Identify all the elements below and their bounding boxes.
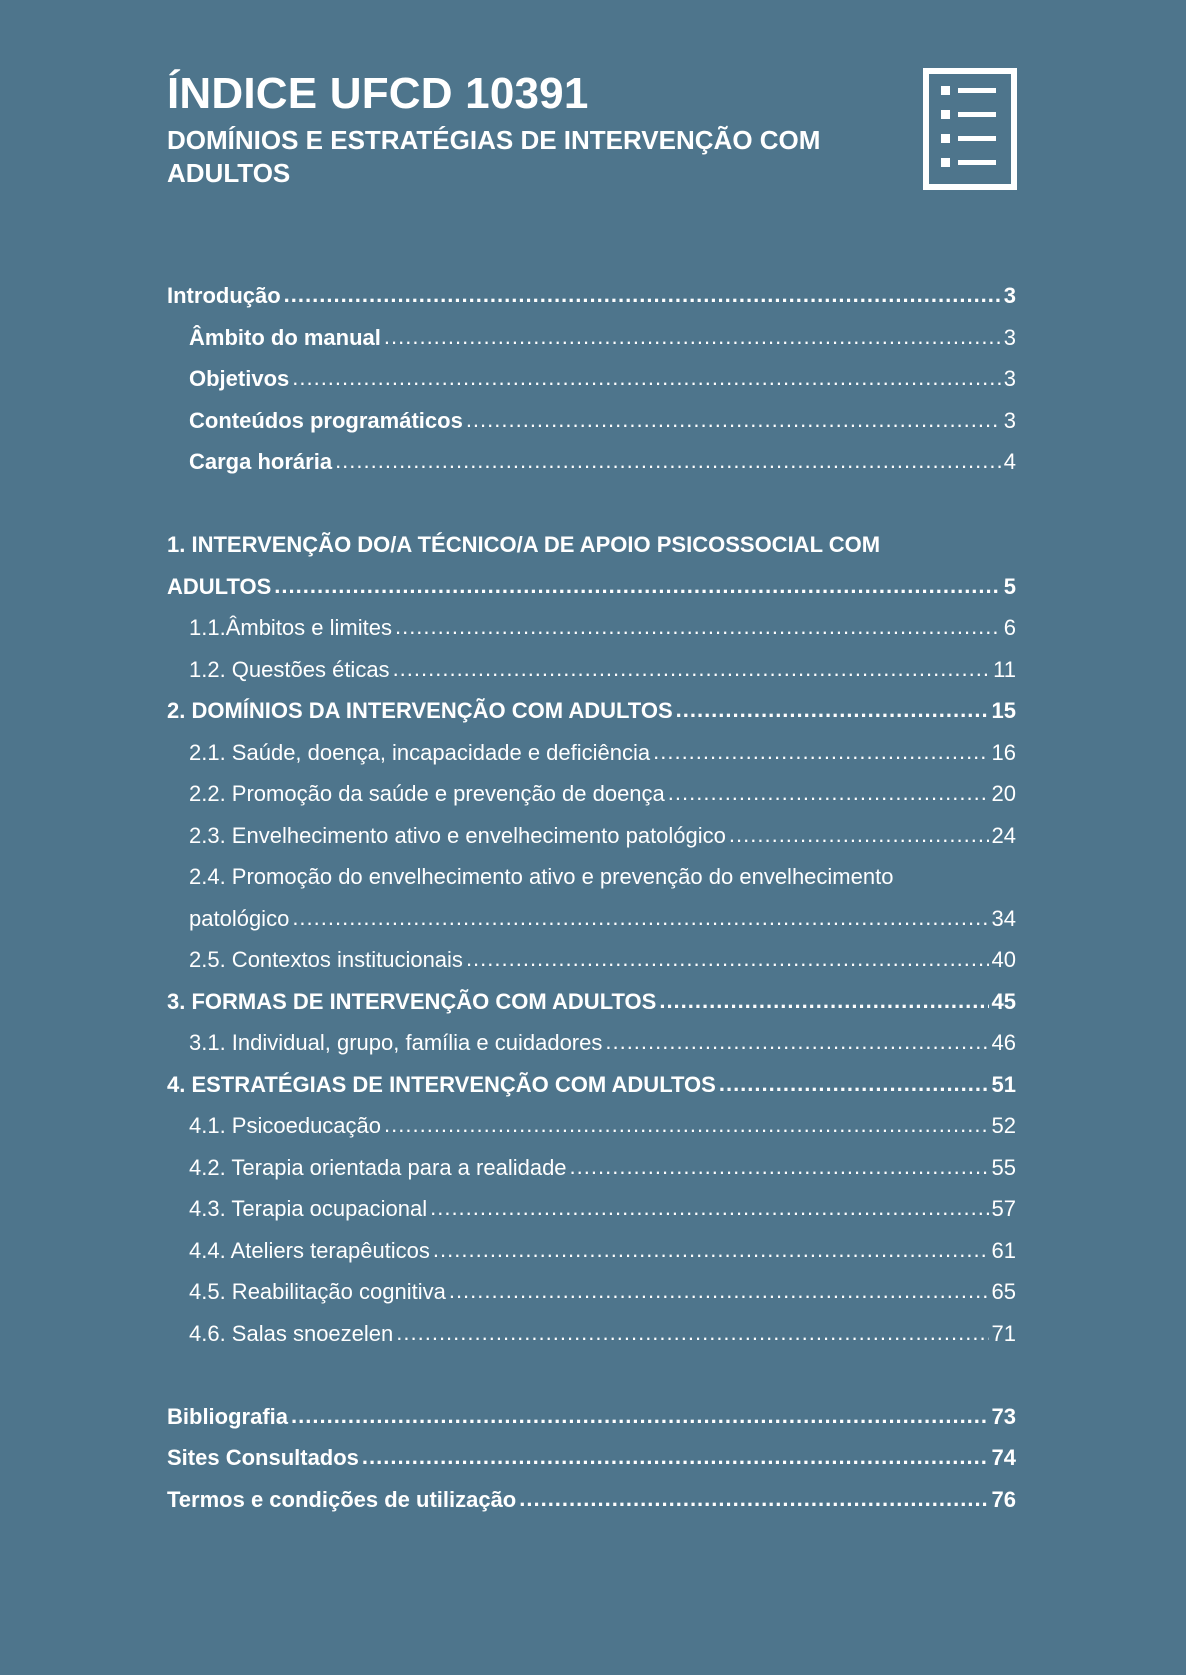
- toc-entry-label: 2.2. Promoção da saúde e prevenção de doença: [189, 781, 665, 806]
- toc-entry-label: 2. DOMÍNIOS DA INTERVENÇÃO COM ADULTOS: [167, 698, 673, 723]
- toc-entry-section3[interactable]: [167, 981, 1016, 1023]
- dot-leader: [449, 1270, 989, 1312]
- dot-leader: [395, 606, 1001, 648]
- toc-entry-page: 40: [991, 947, 1016, 972]
- toc-entry-2-4-line1[interactable]: 2.4. Promoção do envelhecimento ativo e prevenção do envelhecimento: [189, 864, 894, 889]
- toc-entry-page: 16: [991, 739, 1016, 765]
- dot-leader: [292, 897, 988, 939]
- dot-leader: [519, 1478, 988, 1520]
- dot-leader: [433, 1229, 989, 1271]
- toc-entry-section1-line1[interactable]: 1. INTERVENÇÃO DO/A TÉCNICO/A DE APOIO PSICOSSOCIAL COM: [167, 532, 881, 557]
- spacer: [167, 1354, 1016, 1396]
- dot-leader: [466, 399, 1001, 441]
- toc-entry-2-3[interactable]: [167, 815, 1016, 857]
- dot-leader: [676, 689, 989, 731]
- toc-entry-3-1[interactable]: [167, 1022, 1016, 1064]
- toc-entry-page: 3: [1003, 366, 1016, 391]
- page-title: ÍNDICE UFCD 10391: [167, 69, 589, 118]
- list-document-icon: [923, 68, 1017, 190]
- toc-entry-page: 5: [1003, 573, 1016, 599]
- toc-entry-label: Objetivos: [189, 366, 290, 391]
- toc-entry-page: 74: [991, 1445, 1016, 1470]
- toc-entry-page: 73: [991, 1403, 1016, 1429]
- toc-entry-label: Carga horária: [189, 449, 333, 474]
- dot-leader: [393, 648, 991, 690]
- dot-leader: [466, 938, 989, 980]
- page-subtitle: DOMÍNIOS E ESTRATÉGIAS DE INTERVENÇÃO COM ADULTOS: [167, 125, 821, 188]
- toc-entry-label: Âmbito do manual: [189, 324, 381, 350]
- toc-entry-page: 34: [991, 905, 1016, 931]
- toc-entry-page: 65: [991, 1279, 1016, 1304]
- toc-entry-4-1[interactable]: [167, 1105, 1016, 1147]
- toc-entry-page: 76: [991, 1486, 1016, 1512]
- toc-entry-page: 4: [1003, 449, 1016, 474]
- toc-entry-section4[interactable]: [167, 1064, 1016, 1106]
- toc-entry-sites[interactable]: [167, 1437, 1016, 1479]
- toc-entry-4-2[interactable]: [167, 1147, 1016, 1189]
- dot-leader: [284, 274, 1001, 316]
- dot-leader: [274, 565, 1000, 607]
- toc-entry-page: 71: [991, 1320, 1016, 1346]
- dot-leader: [653, 731, 988, 773]
- toc-entry-4-6[interactable]: [167, 1313, 1016, 1355]
- dot-leader: [605, 1021, 988, 1063]
- toc-entry-termos[interactable]: [167, 1479, 1016, 1521]
- toc-entry-label: Bibliografia: [167, 1403, 289, 1429]
- toc-entry-4-4[interactable]: [167, 1230, 1016, 1272]
- toc-entry-label: 4.5. Reabilitação cognitiva: [189, 1279, 446, 1304]
- toc-entry-label: ADULTOS: [167, 573, 272, 599]
- toc-entry-2-5[interactable]: [167, 939, 1016, 981]
- toc-entry-label: 4.4. Ateliers terapêuticos: [189, 1237, 430, 1263]
- toc-entry-label: 2.1. Saúde, doença, incapacidade e deficiência: [189, 739, 651, 765]
- dot-leader: [668, 772, 989, 814]
- toc-entry-label: patológico: [189, 905, 290, 931]
- toc-entry-label: 4.2. Terapia orientada para a realidade: [189, 1154, 567, 1180]
- toc-entry-ambito[interactable]: [167, 317, 1016, 359]
- toc-entry-2-1[interactable]: [167, 732, 1016, 774]
- toc-entry-label: 3. FORMAS DE INTERVENÇÃO COM ADULTOS: [167, 988, 657, 1014]
- toc-entry-page: 24: [991, 822, 1016, 848]
- toc-entry-label: 2.3. Envelhecimento ativo e envelhecimento patológico: [189, 822, 726, 848]
- toc-entry-section1[interactable]: [167, 566, 1016, 608]
- toc-entry-label: Termos e condições de utilização: [167, 1486, 517, 1512]
- toc-entry-label: 1.2. Questões éticas: [189, 656, 390, 682]
- toc-entry-carga-horaria[interactable]: [167, 441, 1016, 483]
- toc-entry-label: 4. ESTRATÉGIAS DE INTERVENÇÃO COM ADULTOS: [167, 1071, 716, 1097]
- toc-entry-page: 3: [1003, 283, 1016, 308]
- dot-leader: [384, 1104, 988, 1146]
- toc-entry-label: Conteúdos programáticos: [189, 407, 463, 433]
- toc-entry-page: 6: [1003, 615, 1016, 640]
- toc-entry-2-2[interactable]: [167, 773, 1016, 815]
- spacer: [167, 483, 1016, 525]
- dot-leader: [430, 1187, 988, 1229]
- toc-entry-4-5[interactable]: [167, 1271, 1016, 1313]
- toc-entry-1-2[interactable]: [167, 649, 1016, 691]
- toc-entry-page: 46: [991, 1030, 1016, 1055]
- toc-entry-2-4[interactable]: [167, 898, 1016, 940]
- dot-leader: [729, 814, 989, 856]
- header: [167, 70, 927, 190]
- toc-entry-label: 4.6. Salas snoezelen: [189, 1320, 394, 1346]
- toc-entry-conteudos[interactable]: [167, 400, 1016, 442]
- dot-leader: [335, 440, 1001, 482]
- toc-entry-section2[interactable]: [167, 690, 1016, 732]
- toc-entry-label: 2.5. Contextos institucionais: [189, 947, 463, 972]
- toc-entry-page: 3: [1003, 324, 1016, 350]
- toc-entry-page: 61: [991, 1237, 1016, 1263]
- toc-entry-label: Introdução: [167, 283, 281, 308]
- toc-entry-bibliografia[interactable]: [167, 1396, 1016, 1438]
- dot-leader: [292, 357, 1001, 399]
- toc-entry-page: 20: [991, 781, 1016, 806]
- toc-entry-4-3[interactable]: [167, 1188, 1016, 1230]
- toc-entry-label: 4.3. Terapia ocupacional: [189, 1196, 428, 1221]
- toc-entry-page: 3: [1003, 407, 1016, 433]
- toc-entry-page: 55: [991, 1154, 1016, 1180]
- toc-entry-page: 51: [991, 1071, 1016, 1097]
- toc-entry-page: 57: [991, 1196, 1016, 1221]
- table-of-contents: [167, 275, 1016, 1520]
- toc-entry-page: 15: [991, 698, 1016, 723]
- dot-leader: [384, 316, 1001, 358]
- toc-entry-page: 52: [991, 1113, 1016, 1138]
- toc-entry-objetivos[interactable]: [167, 358, 1016, 400]
- dot-leader: [396, 1312, 988, 1354]
- dot-leader: [362, 1436, 989, 1478]
- toc-entry-label: 3.1. Individual, grupo, família e cuidadores: [189, 1030, 603, 1055]
- dot-leader: [570, 1146, 989, 1188]
- toc-entry-label: Sites Consultados: [167, 1445, 359, 1470]
- toc-entry-page: 11: [993, 656, 1016, 682]
- toc-entry-introducao[interactable]: [167, 275, 1016, 317]
- toc-entry-page: 45: [991, 988, 1016, 1014]
- dot-leader: [659, 980, 988, 1022]
- dot-leader: [291, 1395, 989, 1437]
- toc-entry-label: 4.1. Psicoeducação: [189, 1113, 382, 1138]
- dot-leader: [719, 1063, 989, 1105]
- toc-entry-label: 1.1.Âmbitos e limites: [189, 615, 392, 640]
- toc-entry-1-1[interactable]: [167, 607, 1016, 649]
